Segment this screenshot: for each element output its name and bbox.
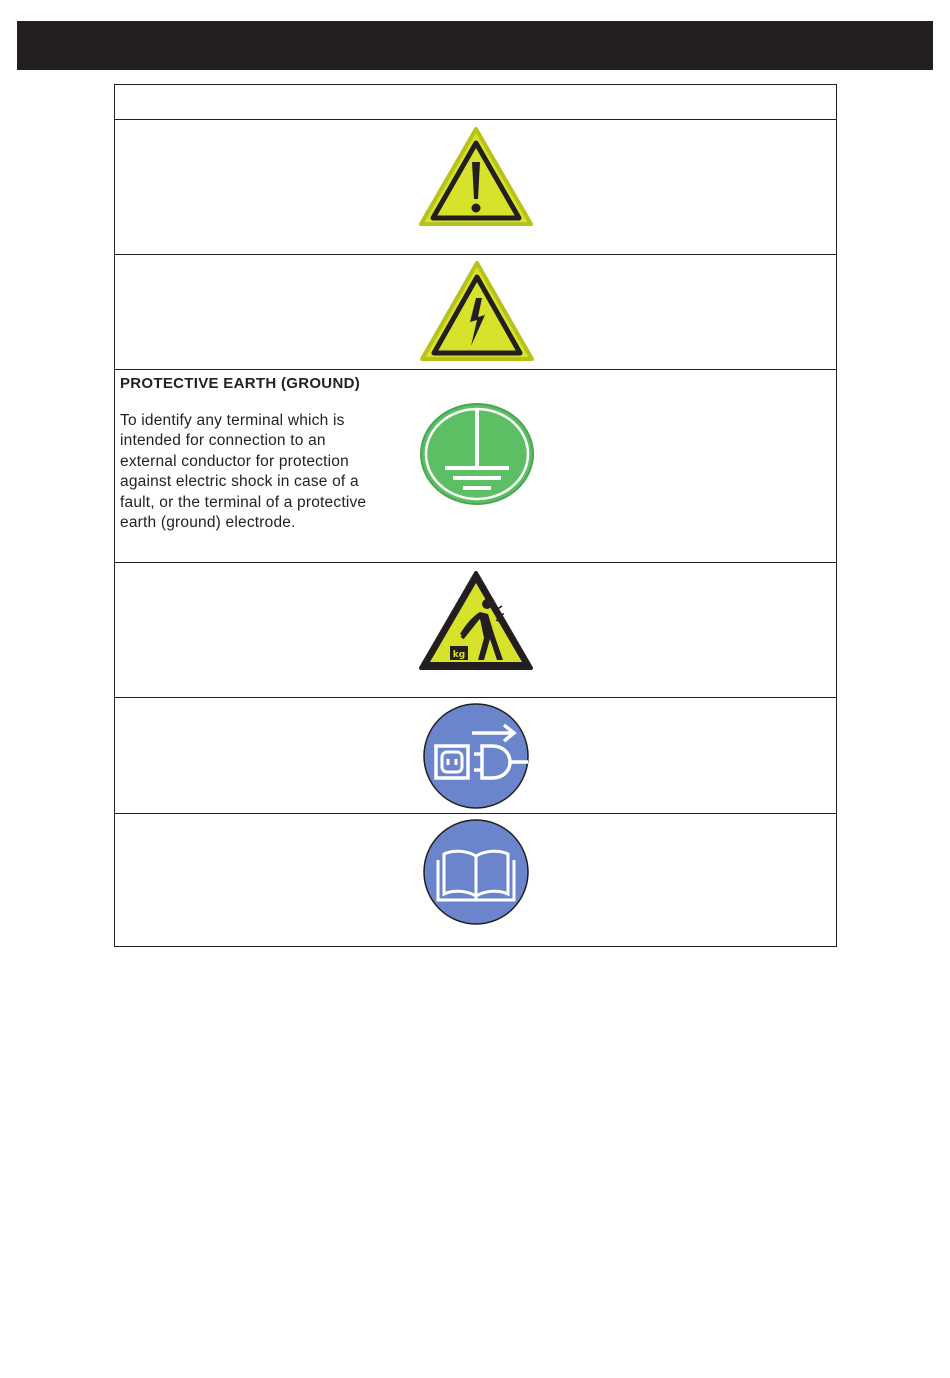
svg-text:kg: kg [452, 650, 466, 660]
row-title: PROTECTIVE EARTH (GROUND) [120, 375, 360, 392]
table-row [115, 813, 836, 946]
row-text [120, 818, 382, 834]
row-text [120, 567, 382, 583]
heavy-lifting-hazard-icon [418, 570, 534, 674]
table-row [115, 254, 836, 369]
electric-shock-warning-icon [419, 260, 535, 364]
table-row [115, 369, 836, 562]
header-bar [17, 21, 933, 70]
row-description: To identify any terminal which is intended for connection to an external conductor for protection against electric shock in case of a fault, or the terminal of a protective earth (ground) electrode. [120, 411, 367, 531]
table-row [115, 562, 836, 697]
table-row [115, 119, 836, 254]
symbols-table [114, 84, 837, 947]
table-row [115, 697, 836, 813]
general-warning-icon [417, 125, 535, 229]
row-text [120, 124, 382, 140]
row-text [120, 702, 382, 718]
row-text [120, 374, 382, 534]
disconnect-mains-plug-icon [422, 702, 532, 810]
read-manual-icon [422, 818, 532, 926]
table-header-row [115, 85, 836, 119]
row-text [120, 259, 382, 275]
protective-earth-ground-icon [419, 402, 535, 506]
